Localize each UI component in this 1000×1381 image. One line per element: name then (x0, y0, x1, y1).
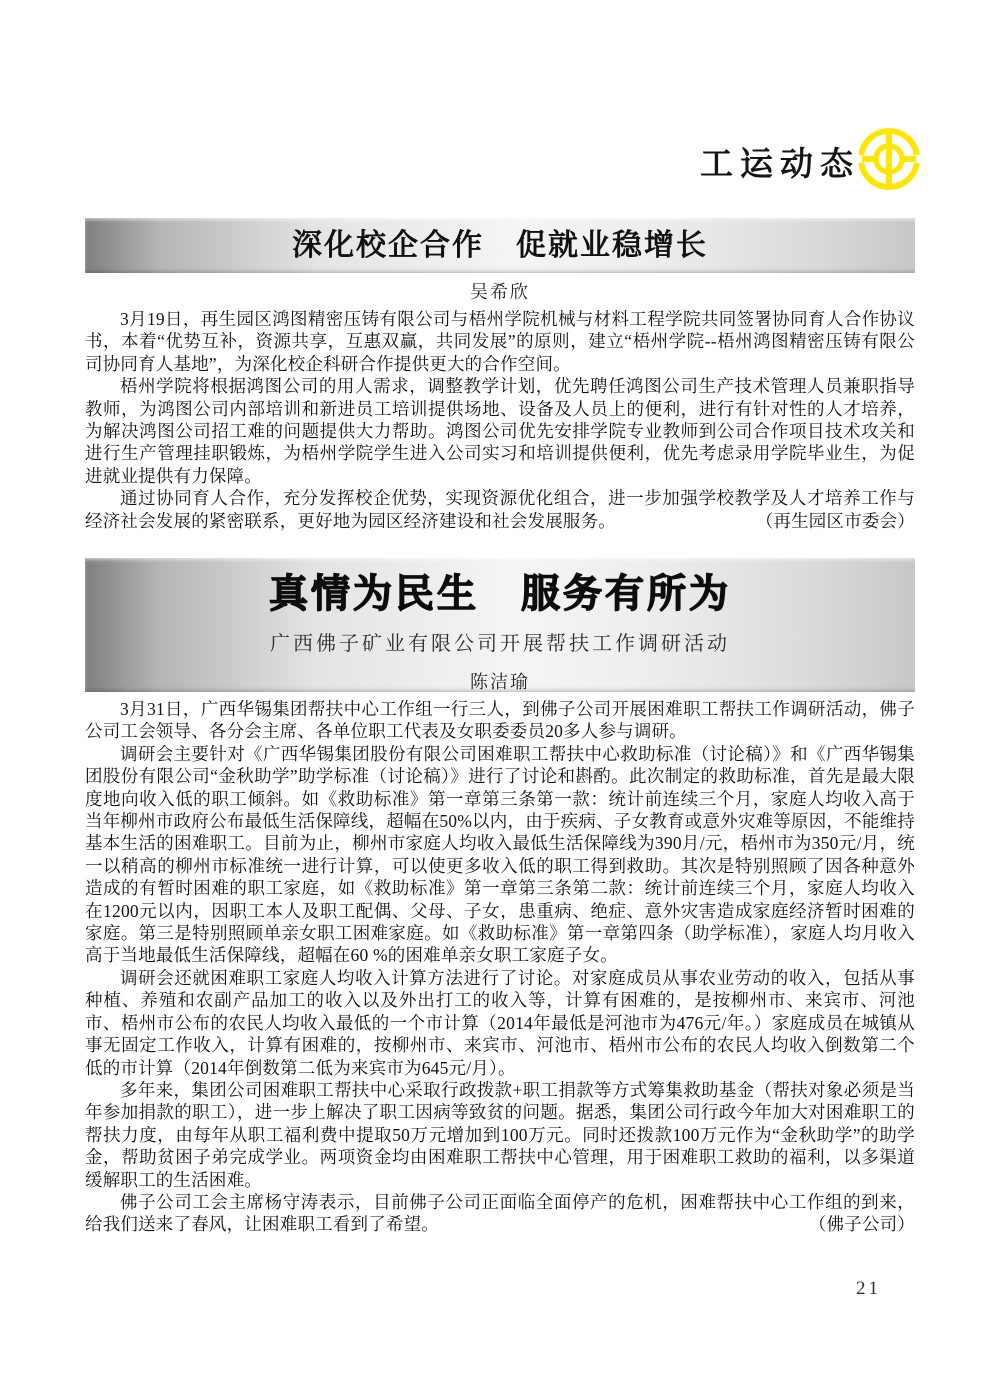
article1-body (85, 308, 915, 532)
article2-subtitle: 广西佛子矿业有限公司开展帮扶工作调研活动 (270, 633, 730, 655)
paragraph-text: 佛子公司工会主席杨守涛表示，目前佛子公司正面临全面停产的危机，困难帮扶中心工作组的到来，给我们送来了春风，让困难职工看到了希望。 (85, 1191, 915, 1235)
paragraph: 3月19日，再生园区鸿图精密压铸有限公司与梧州学院机械与材料工程学院共同签署协同育人合作协议书，本着“优势互补，资源共享，互惠双赢，共同发展”的原则，建立“梧州学院--梧州鸿图精密压铸有限公司协同育人基地”，为深化校企科研合作提供更大的合作空间。 (85, 309, 915, 374)
paragraph: 调研会还就困难职工家庭人均收入计算方法进行了讨论。对家庭成员从事农业劳动的收入，包括从事种植、养殖和农副产品加工的收入以及外出打工的收入等，计算有困难的，是按柳州市、来宾市、河池市、梧州市公布的农民人均收入最低的一个市计算（2014年最低是河池市为476元/年。）家庭成员在城镇从事无固定工作收入，计算有困难的，按柳州市、来宾市、河池市、梧州市公布的农民人均收入倒数第二个低的市计算（2014年倒数第二低为来宾市为645元/月）。 (85, 967, 915, 1078)
article2-author: 陈洁瑜 (470, 672, 530, 692)
paragraph-text: 通过协同育人合作，充分发挥校企优势，实现资源优化组合，进一步加强学校教学及人才培养工作与经济社会发展的紧密联系，更好地为园区经济建设和社会发展服务。 (85, 488, 915, 531)
paragraph (85, 487, 915, 532)
article2-title: 真情为民生 服务有所为 (268, 573, 731, 616)
page-number: 21 (856, 1278, 881, 1299)
trade-union-emblem-icon (856, 126, 922, 192)
article2-body (85, 698, 915, 1236)
article1-author: 吴希欣 (470, 282, 530, 302)
paragraph: 多年来，集团公司困难职工帮扶中心采取行政拨款+职工捐款等方式筹集救助基金（帮扶对象必须是当年参加捐款的职工），进一步上解决了职工因病等致贫的问题。据悉，集团公司行政今年加大对困难职工的帮扶力度，由每年从职工福利费中提取50万元增加到100万元。同时还拨款100万元作为“金秋助学”的助学金，帮助贫困子弟完成学业。两项资金均由困难职工帮扶中心管理，用于困难职工救助的福利，以多渠道缓解职工的生活困难。 (85, 1079, 915, 1190)
article1-title-banner (85, 218, 915, 273)
paragraph: 3月31日，广西华锡集团帮扶中心工作组一行三人，到佛子公司开展困难职工帮扶工作调研活动，佛子公司工会领导、各分会主席、各单位职工代表及女职委委员20多人参与调研。 (85, 699, 915, 742)
paragraph (85, 1191, 915, 1236)
source-attribution: （佛子公司） (808, 1214, 915, 1235)
article1-title: 深化校企合作 促就业稳增长 (292, 229, 708, 262)
article2-title-banner (85, 558, 915, 692)
paragraph: 调研会主要针对《广西华锡集团股份有限公司困难职工帮扶中心救助标准（讨论稿）》和《广西华锡集团股份有限公司“金秋助学”助学标准（讨论稿）》进行了讨论和斟酌。此次制定的救助标准，首先是最大限度地向收入低的职工倾斜。如《救助标准》第一章第三条第一款：统计前连续三个月，家庭人均收入高于当年柳州市政府公布最低生活保障线，超幅在50%以内，由于疾病、子女教育或意外灾难等原因，不能维持基本生活的困难职工。目前为止，柳州市家庭人均收入最低生活保障线为390月/元，梧州市为350元/月，统一以稍高的柳州市标准统一进行计算，可以使更多收入低的职工得到救助。其次是特别照顾了因各种意外造成的有暂时困难的职工家庭，如《救助标准》第一章第三条第二款：统计前连续三个月，家庭人均收入在1200元以内，因职工本人及职工配偶、父母、子女，患重病、绝症、意外灾害造成家庭经济暂时困难的家庭。第三是特别照顾单亲女职工困难家庭。如《救助标准》第一章第四条（助学标准），家庭人均月收入高于当地最低生活保障线，超幅在60 %的困难单亲女职工家庭子女。 (85, 743, 915, 966)
masthead-title: 工运动态 (700, 144, 860, 183)
paragraph: 梧州学院将根据鸿图公司的用人需求，调整教学计划，优先聘任鸿图公司生产技术管理人员兼职指导教师，为鸿图公司内部培训和新进员工培训提供场地、设备及人员上的便利，进行有针对性的人才培养，为解决鸿图公司招工难的问题提供大力帮助。鸿图公司优先安排学院专业教师到公司合作项目技术攻关和进行生产管理挂职锻炼，为梧州学院学生进入公司实习和培训提供便利，优先考虑录用学院毕业生，为促进就业提供有力保障。 (85, 376, 915, 486)
source-attribution: （再生园区市委会） (755, 510, 915, 531)
